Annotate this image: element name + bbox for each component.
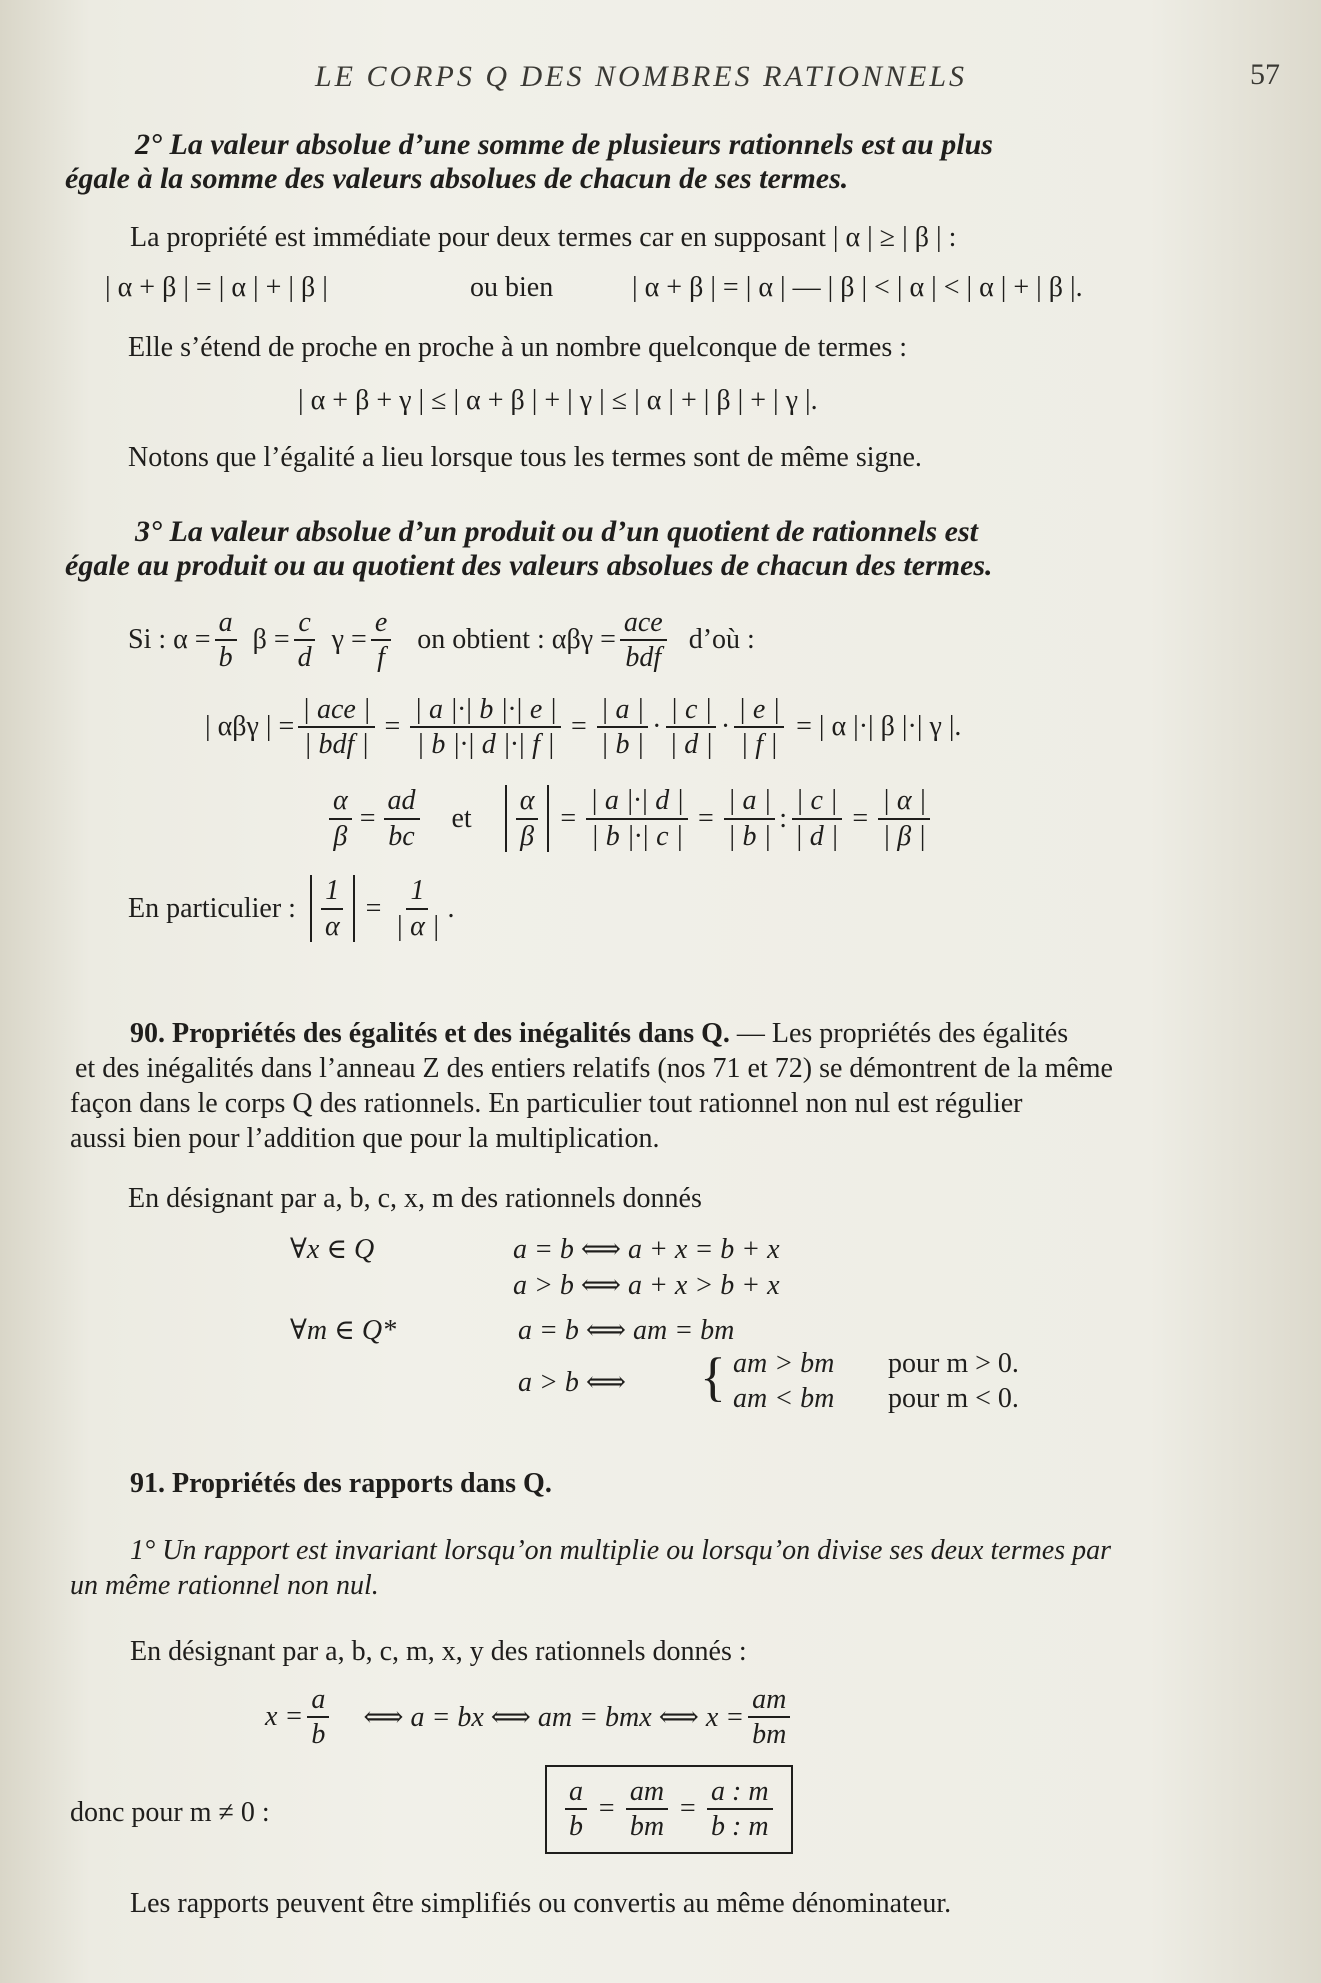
section2-paragraph-5: Notons que l’égalité a lieu lorsque tous les termes sont de même signe. <box>128 442 922 473</box>
frac-num: | e | <box>734 695 784 728</box>
quantifier-m: ∀m ∈ Q* <box>290 1315 397 1346</box>
frac-den: b <box>569 1811 583 1843</box>
page-number: 57 <box>1250 58 1280 91</box>
abs-bar-right <box>547 785 549 852</box>
frac-den: β <box>520 820 535 852</box>
frac-num: 1 <box>321 876 343 909</box>
donc-label: donc pour m ≠ 0 : <box>70 1797 270 1828</box>
frac-den: | b |·| d |·| f | <box>416 729 555 761</box>
brace: { <box>700 1347 726 1407</box>
section90-line1 <box>130 1018 1068 1050</box>
fraction-e-over-f <box>371 608 391 673</box>
frac-num: | a | <box>597 695 648 728</box>
rule-5-cond: pour m > 0. <box>888 1348 1019 1379</box>
frac-den: | b | <box>727 820 772 852</box>
section90-title: 90. Propriétés des égalités et des inégalités dans Q. <box>130 1018 730 1049</box>
frac-den: α <box>324 910 340 942</box>
boxed-formula <box>545 1765 793 1854</box>
frac-den: f <box>377 642 385 674</box>
si-label: Si : α = <box>128 624 211 656</box>
section2-eq-chain: | α + β + γ | ≤ | α + β | + | γ | ≤ | α | + | β | + | γ |. <box>298 385 818 416</box>
frac-den: bm <box>629 1811 665 1843</box>
abs-bar-left <box>505 785 507 852</box>
eq-sign: = <box>359 802 376 834</box>
section3-equation-1: | αβγ | = $\frac{\text{| ace |}}{\text{| bdf |}}$ = $\frac{| a |\cdot| b |\cdot| e |}{| b |\cdot| d |\cdot| f |}$ = $\frac{| a |}{| b |}$ · $\frac{| c |}{| d |}$ · $\frac{| e |}{| f |}$ = | α |·| β |·| γ |. <box>205 694 962 761</box>
frac-num: c <box>294 608 314 641</box>
abs-bar-right <box>353 875 355 942</box>
frac-den: | d | <box>669 729 713 761</box>
frac-am-over-bm <box>748 1685 790 1750</box>
rule-6: am < bm <box>733 1383 835 1414</box>
rule-4: a > b ⟺ <box>518 1367 627 1398</box>
section2-eq-b: | α + β | = | α | — | β | < | α | < | α | + | β |. <box>632 272 1083 303</box>
eq2-frac-2 <box>586 786 688 851</box>
rule-5: am > bm <box>733 1348 835 1379</box>
eq1-frac-1 <box>298 695 374 760</box>
section90-line3: façon dans le corps Q des rationnels. En particulier tout rationnel non nul est régulier <box>70 1088 1023 1119</box>
eq-sign: = <box>560 802 577 834</box>
eq-sign: = <box>678 1793 698 1825</box>
eq-sign: = <box>570 711 587 743</box>
section91-title: 91. Propriétés des rapports dans Q. <box>130 1468 552 1499</box>
section91-p1b: un même rationnel non nul. <box>70 1570 379 1601</box>
section2-eq-ou-bien: ou bien <box>470 272 554 303</box>
section3-particular: En particulier : $\frac{1}{\alpha}$ = $\frac{1}{| \alpha |}$ . <box>128 875 455 942</box>
beta-eq: β = <box>252 624 290 656</box>
en-particulier-label: En particulier : <box>128 892 296 924</box>
dou-label: d’où : <box>688 624 755 656</box>
eq-sign: = <box>384 711 401 743</box>
eq2-frac-3a <box>724 786 775 851</box>
rule-2: a > b ⟺ a + x > b + x <box>513 1270 780 1301</box>
section3-equation-2: $\frac{\alpha}{\beta}$ = $\frac{ad}{bc}$ et $\frac{\alpha}{\beta}$ = $\frac{| a |\cdot| d |}{| b |\cdot| c |}$ = $\frac{| a |}{| b |}$ : $\frac{| c |}{| d |}$ = $\frac{| \alpha |}{| \beta |}$ <box>325 785 934 852</box>
section91-equation <box>265 1685 794 1750</box>
frac-num: am <box>748 1685 790 1718</box>
frac-num: | a |·| d | <box>586 786 688 819</box>
frac-den: | b | <box>600 729 645 761</box>
section90-l1: — Les propriétés des égalités <box>736 1018 1069 1049</box>
section2-paragraph-3: Elle s’étend de proche en proche à un nombre quelconque de termes : <box>128 332 908 363</box>
frac-num: ace <box>620 608 667 641</box>
eq2-frac-4 <box>878 786 930 851</box>
frac-a-over-b <box>565 1777 587 1842</box>
frac-den: bdf <box>625 642 662 674</box>
frac-den: b : m <box>711 1811 769 1843</box>
frac-num: a : m <box>707 1777 773 1810</box>
frac-num: | c | <box>792 786 842 819</box>
section2-paragraph-1: La propriété est immédiate pour deux termes car en supposant | α | ≥ | β | : <box>130 222 957 253</box>
frac-den: b <box>218 642 233 674</box>
frac-num: a <box>307 1685 329 1718</box>
frac-a-m-over-b-m <box>707 1777 773 1842</box>
section3-definition-line <box>128 608 755 673</box>
section90-line4: aussi bien pour l’addition que pour la multiplication. <box>70 1123 660 1154</box>
gamma-eq: γ = <box>331 624 367 656</box>
eq1-rhs: = | α |·| β |·| γ |. <box>796 711 962 743</box>
eq2-frac-ad-bc <box>384 786 420 851</box>
frac-den: d <box>297 642 312 674</box>
section90-line2: et des inégalités dans l’anneau Z des entiers relatifs (nos 71 et 72) se démontrent de la même <box>75 1053 1113 1084</box>
frac-den: b <box>311 1719 326 1751</box>
eq1-frac-3b <box>666 695 717 760</box>
frac-num: | a |·| b |·| e | <box>410 695 561 728</box>
frac-one-over-abs-alpha <box>391 876 443 941</box>
section2-heading-line2: égale à la somme des valeurs absolues de chacun de ses termes. <box>65 162 849 195</box>
eq1-frac-3a <box>597 695 648 760</box>
frac-den: | α | <box>395 910 440 942</box>
frac-num: am <box>626 1777 668 1810</box>
rule-3: a = b ⟺ am = bm <box>518 1315 735 1346</box>
section91-last: Les rapports peuvent être simplifiés ou convertis au même dénominateur. <box>130 1888 952 1919</box>
eq2-frac-abs-alpha-beta <box>516 786 539 851</box>
section3-heading-line2: égale au produit ou au quotient des valeurs absolues de chacun des termes. <box>65 549 993 582</box>
fraction-c-over-d <box>294 608 316 673</box>
et-label: et <box>451 802 472 834</box>
frac-den: bc <box>388 820 415 852</box>
frac-num: | α | <box>878 786 930 819</box>
section3-heading-line1: 3° La valeur absolue d’un produit ou d’un quotient de rationnels est <box>135 515 978 548</box>
eq-sign: = <box>698 802 714 834</box>
frac-den: bm <box>752 1719 787 1751</box>
section2-eq-a: | α + β | = | α | + | β | <box>105 272 328 303</box>
frac-num: a <box>565 1777 587 1810</box>
frac-num: α <box>516 786 539 819</box>
frac-num: a <box>215 608 237 641</box>
rule-6-cond: pour m < 0. <box>888 1383 1019 1414</box>
section90-line5: En désignant par a, b, c, x, m des rationnels donnés <box>128 1183 702 1214</box>
eq-sign: = <box>597 1793 616 1825</box>
section2-heading-line1: 2° La valeur absolue d’une somme de plusieurs rationnels est au plus <box>135 128 993 161</box>
section91-p2: En désignant par a, b, c, m, x, y des rationnels donnés : <box>130 1636 747 1667</box>
frac-num: | a | <box>724 786 775 819</box>
quantifier-x: ∀x ∈ Q <box>290 1234 375 1265</box>
eq1-frac-3c <box>734 695 784 760</box>
frac-num: | c | <box>666 695 716 728</box>
frac-den: | bdf | <box>303 729 370 761</box>
abs-bar-left <box>310 875 312 942</box>
fraction-a-over-b <box>215 608 237 673</box>
eq-sign: = <box>365 892 382 924</box>
frac-a-over-b <box>307 1685 329 1750</box>
eq1-frac-2 <box>410 695 561 760</box>
eq-x: x = <box>265 1701 304 1733</box>
frac-num: e <box>371 608 391 641</box>
frac-one-over-alpha <box>321 876 344 941</box>
frac-num: | ace | <box>298 695 374 728</box>
eq-sign: = <box>852 802 869 834</box>
frac-num: ad <box>384 786 420 819</box>
rule-1: a = b ⟺ a + x = b + x <box>513 1234 780 1265</box>
eq2-frac-3b <box>791 786 842 851</box>
fraction-ace-over-bdf <box>620 608 667 673</box>
section91-p1a: 1° Un rapport est invariant lorsqu’on multiplie ou lorsqu’on divise ses deux termes par <box>130 1535 1112 1566</box>
frac-den: | β | <box>882 820 926 852</box>
frac-den: | f | <box>740 729 778 761</box>
frac-den: | b |·| c | <box>591 820 684 852</box>
frac-num: 1 <box>406 876 428 909</box>
eq1-lhs: | αβγ | = <box>205 711 295 743</box>
running-header: LE CORPS Q DES NOMBRES RATIONNELS <box>315 60 968 93</box>
eq-mid: ⟺ a = bx ⟺ am = bmx ⟺ x = <box>363 1702 745 1734</box>
eq2-frac-alpha-beta <box>329 786 352 851</box>
frac-den: | d | <box>795 820 839 852</box>
on-obtient-label: on obtient : αβγ = <box>417 624 616 656</box>
frac-den: β <box>333 820 348 852</box>
frac-num: α <box>329 786 352 819</box>
frac-am-over-bm <box>626 1777 668 1842</box>
